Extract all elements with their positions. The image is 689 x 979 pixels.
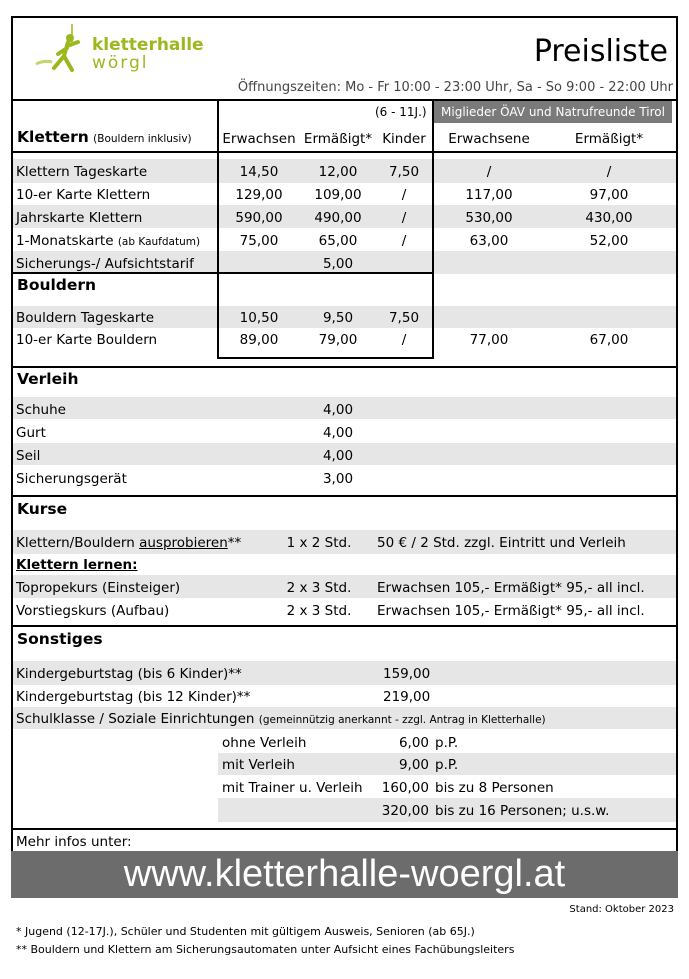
cell: 159,00 [383,666,431,682]
try-label-underlined: ausprobieren [139,535,228,551]
row-label: Vorstiegskurs (Aufbau) [16,603,170,619]
row-label: Sicherungsgerät [16,471,127,487]
website-link[interactable]: www.kletterhalle-woergl.at [11,851,678,898]
cell: / [486,164,492,180]
section-bouldern: Bouldern [17,276,97,294]
row-label: 10-er Karte Klettern [16,187,151,203]
page-title: Preisliste [533,34,668,69]
col-adult: Erwachsen [222,131,296,147]
cell: 12,00 [318,164,358,180]
row-label: Topropekurs (Einsteiger) [16,580,181,596]
try-label-b: ** [227,535,242,551]
divider [13,828,676,830]
cell: 65,00 [318,233,358,249]
more-info-label: Mehr infos unter: [16,834,132,850]
cell: / [401,187,407,203]
cell: 79,00 [318,332,358,348]
row-label [16,232,200,251]
cell: 7,50 [388,164,420,180]
divider [217,99,219,359]
cell: p.P. [435,735,459,751]
section-kurse: Kurse [17,500,68,518]
cell: 52,00 [589,233,629,249]
cell: 97,00 [589,187,629,203]
row-label: Kindergeburtstag (bis 6 Kinder)** [16,666,242,682]
cell: 63,00 [469,233,509,249]
footnote-2: ** Bouldern und Klettern am Sicherungsautomaten unter Aufsicht eines Fachübungsleiters [16,943,515,956]
logo-line2: wörgl [92,53,149,73]
cell: / [606,164,612,180]
section-verleih: Verleih [17,370,79,388]
cell: 320,00 [381,803,429,819]
cell: 490,00 [314,210,362,226]
cell: bis zu 16 Personen; u.s.w. [435,803,610,819]
row-label: Klettern Tageskarte [16,164,148,180]
try-label-a: Klettern/Bouldern [16,535,140,551]
kids-age-header: (6 - 11J.) [375,105,427,119]
school-option-label: ohne Verleih [222,735,307,751]
row-label-note: (ab Kaufdatum) [117,236,201,248]
klettern-note: (Bouldern inklusiv) [93,133,192,145]
row-label: 10-er Karte Bouldern [16,332,158,348]
row-label: Seil [16,448,41,464]
school-option-label: mit Verleih [222,757,295,773]
cell: 129,00 [235,187,283,203]
cell: 9,50 [322,310,354,326]
row-label: Kindergeburtstag (bis 12 Kinder)** [16,689,251,705]
cell: 117,00 [465,187,513,203]
section-klettern [17,128,192,148]
cell: 67,00 [589,332,629,348]
row-label [16,534,241,552]
cell: 590,00 [235,210,283,226]
cell: 3,00 [322,471,354,487]
cell: 7,50 [388,310,420,326]
divider [432,99,434,359]
cell: 75,00 [239,233,279,249]
cell: 430,00 [585,210,633,226]
cell: / [401,332,407,348]
logo-line1: kletterhalle [92,35,204,55]
cell: 109,00 [314,187,362,203]
cell: / [401,233,407,249]
cell: 50 € / 2 Std. zzgl. Eintritt und Verleih [377,535,626,551]
learn-title [16,556,138,574]
members-header: Miglieder ÖAV und Natrufreunde Tirol [434,101,672,123]
row-label: Jahrskarte Klettern [16,210,143,226]
col-kids: Kinder [382,131,426,147]
cell: Erwachsen 105,- Ermäßigt* 95,- all incl. [377,580,645,596]
section-sonstiges: Sonstiges [17,630,103,648]
climber-icon [34,24,94,78]
cell: 14,50 [239,164,279,180]
learn-title-text: Klettern lernen: [16,557,138,573]
divider [13,366,676,368]
divider [13,151,676,153]
cell: 6,00 [398,735,429,751]
footnote-1: * Jugend (12-17J.), Schüler und Studenten mit gültigem Ausweis, Senioren (ab 65J.) [16,925,475,938]
cell: 4,00 [322,448,354,464]
cell: 530,00 [465,210,513,226]
row-label: Sicherungs-/ Aufsichtstarif [16,256,194,272]
school-option-label: mit Trainer u. Verleih [222,780,363,796]
col-reduced: Ermäßigt* [303,131,373,147]
cell: 10,50 [239,310,279,326]
cell: 1 x 2 Std. [286,535,352,551]
stand-date: Stand: Oktober 2023 [569,904,674,915]
cell: 2 x 3 Std. [286,580,352,596]
cell: 5,00 [322,256,354,272]
opening-hours: Öffnungszeiten: Mo - Fr 10:00 - 23:00 Uhr, Sa - So 9:00 - 22:00 Uhr [237,80,673,95]
cell: p.P. [435,757,459,773]
divider [13,625,676,627]
col-member-adult: Erwachsene [448,131,530,147]
cell: 160,00 [381,780,429,796]
row-label [16,710,546,729]
cell: 9,00 [398,757,429,773]
row-label: Schuhe [16,402,66,418]
cell: 4,00 [322,425,354,441]
cell: 4,00 [322,402,354,418]
cell: 2 x 3 Std. [286,603,352,619]
cell: 219,00 [383,689,431,705]
cell: / [401,210,407,226]
row-label: Gurt [16,425,46,441]
row-label: Bouldern Tageskarte [16,310,155,326]
klettern-title: Klettern [17,128,89,146]
row-label-text: 1-Monatskarte [16,233,114,249]
col-member-reduced: Ermäßigt* [574,131,644,147]
cell: Erwachsen 105,- Ermäßigt* 95,- all incl. [377,603,645,619]
divider [218,357,433,359]
logo-text [92,36,204,72]
school-note: (gemeinnützig anerkannt - zzgl. Antrag in Kletterhalle) [258,714,546,726]
divider [13,495,676,497]
school-label: Schulklasse / Soziale Einrichtungen [16,711,255,727]
cell: 89,00 [239,332,279,348]
cell: 77,00 [469,332,509,348]
cell: bis zu 8 Personen [435,780,554,796]
